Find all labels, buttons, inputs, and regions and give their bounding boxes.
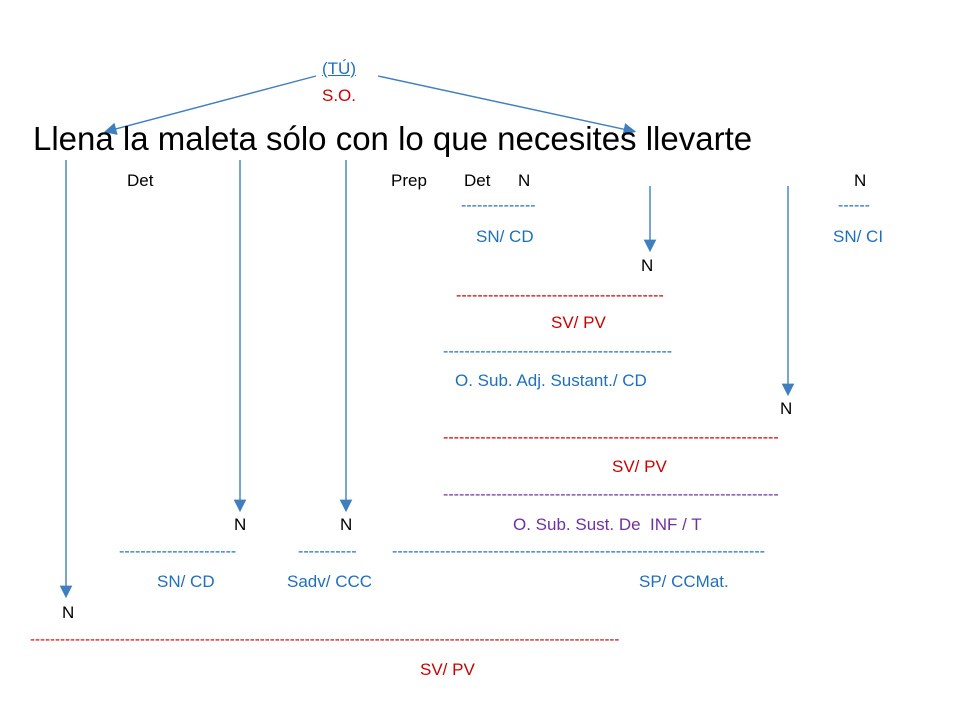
constituent-rule: ---------------------------------------------------------------------------------------------------------------------- — [30, 631, 620, 648]
pos-label: Det — [464, 171, 491, 190]
function-label: SP/ CCMat. — [639, 572, 729, 591]
function-label: Sadv/ CCC — [287, 572, 373, 591]
function-label: SV/ PV — [420, 660, 475, 679]
constituent-rule: ---------------------- — [119, 543, 237, 560]
constituent-rule: --------------------------------------- — [456, 287, 664, 304]
pos-label: N — [518, 171, 531, 190]
constituent-rule: ------ — [838, 197, 870, 214]
constituent-rule: -------------- — [461, 197, 536, 214]
function-label: SV/ PV — [612, 457, 667, 476]
pos-label: Det — [127, 171, 154, 190]
subject-pronoun: (TÚ) — [322, 59, 356, 78]
pos-label: N — [234, 515, 247, 534]
function-label: O. Sub. Sust. De INF / T — [513, 515, 702, 534]
function-label: SN/ CD — [157, 572, 215, 591]
constituent-rule: ------------------------------------------- — [443, 343, 673, 360]
function-label: SN/ CD — [476, 227, 534, 246]
constituent-rule: ---------------------------------------------------------------------- — [392, 543, 765, 560]
constituent-rule: --------------------------------------------------------------- — [443, 429, 779, 446]
pos-label: N — [780, 399, 793, 418]
pos-label: N — [340, 515, 353, 534]
function-label: O. Sub. Adj. Sustant./ CD — [455, 371, 647, 390]
constituent-rule: --------------------------------------------------------------- — [443, 486, 779, 503]
pos-label: N — [62, 603, 75, 622]
sentence-text: Llena la maleta sólo con lo que necesites llevarte — [33, 120, 753, 157]
pos-label: Prep — [391, 171, 427, 190]
subject-function: S.O. — [322, 86, 357, 105]
pos-label: N — [854, 171, 867, 190]
pos-label: N — [641, 256, 654, 275]
constituent-rule: ----------- — [298, 543, 357, 560]
function-label: SV/ PV — [551, 313, 606, 332]
function-label: SN/ CI — [833, 227, 884, 246]
